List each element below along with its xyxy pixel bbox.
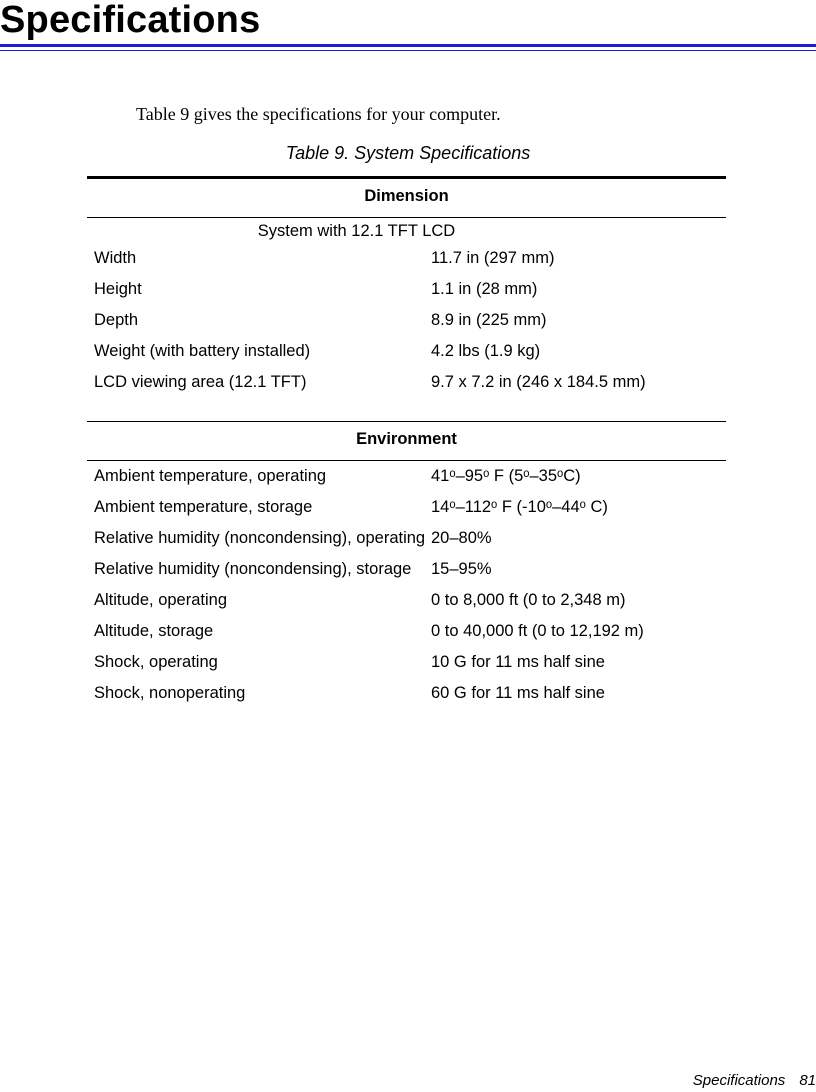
table-row bbox=[87, 492, 726, 523]
intro-paragraph: Table 9 gives the specifications for your computer. bbox=[136, 104, 501, 124]
row-value: 1.1 in (28 mm) bbox=[431, 280, 538, 298]
spec-table bbox=[87, 176, 726, 709]
row-value: 14ᵒ–112ᵒ F (-10ᵒ–44ᵒ C) bbox=[431, 498, 608, 516]
table-row bbox=[87, 305, 726, 336]
row-label: Shock, nonoperating bbox=[94, 684, 246, 702]
row-value: 20–80% bbox=[431, 529, 492, 547]
row-label: Ambient temperature, storage bbox=[94, 498, 313, 516]
table-row bbox=[87, 367, 726, 398]
table-row bbox=[87, 243, 726, 274]
table-row bbox=[87, 678, 726, 709]
row-value: 8.9 in (225 mm) bbox=[431, 311, 547, 329]
table-row bbox=[87, 647, 726, 678]
table-caption-text: Table 9. System Specifications bbox=[285, 143, 531, 163]
environment-rows bbox=[87, 461, 726, 709]
table-caption bbox=[0, 141, 816, 165]
row-label: Weight (with battery installed) bbox=[94, 342, 311, 360]
table-row bbox=[87, 523, 726, 554]
table-row bbox=[87, 616, 726, 647]
row-value: 0 to 40,000 ft (0 to 12,192 m) bbox=[431, 622, 644, 640]
row-label: Shock, operating bbox=[94, 653, 218, 671]
row-label: Altitude, storage bbox=[94, 622, 214, 640]
section-heading-dimension: Dimension bbox=[364, 187, 449, 205]
row-value: 60 G for 11 ms half sine bbox=[431, 684, 605, 702]
row-label: Relative humidity (noncondensing), storage bbox=[94, 560, 412, 578]
row-label: Altitude, operating bbox=[94, 591, 228, 609]
row-value: 10 G for 11 ms half sine bbox=[431, 653, 605, 671]
row-value: 4.2 lbs (1.9 kg) bbox=[431, 342, 541, 360]
footer-section-name: Specifications bbox=[692, 1072, 786, 1089]
row-value: 9.7 x 7.2 in (246 x 184.5 mm) bbox=[431, 373, 646, 391]
section-heading-environment: Environment bbox=[356, 430, 457, 448]
table-row bbox=[87, 336, 726, 367]
page-number: 81 bbox=[799, 1072, 816, 1089]
row-label: LCD viewing area (12.1 TFT) bbox=[94, 373, 307, 391]
heading-rule-thin bbox=[0, 50, 816, 51]
row-label: Ambient temperature, operating bbox=[94, 467, 327, 485]
table-row bbox=[87, 461, 726, 492]
row-value: 15–95% bbox=[431, 560, 492, 578]
row-label: Relative humidity (noncondensing), operating bbox=[94, 529, 426, 547]
page-title: Specifications bbox=[0, 0, 261, 41]
table-row bbox=[87, 274, 726, 305]
row-value: 0 to 8,000 ft (0 to 2,348 m) bbox=[431, 591, 626, 609]
page-footer bbox=[693, 1072, 816, 1090]
row-label: Depth bbox=[94, 311, 139, 329]
heading-rule-thick bbox=[0, 44, 816, 47]
row-label: Height bbox=[94, 280, 142, 298]
row-label: Width bbox=[94, 249, 137, 267]
table-row bbox=[87, 554, 726, 585]
row-value: 41ᵒ–95ᵒ F (5ᵒ–35ᵒC) bbox=[431, 467, 581, 485]
dimension-subheading: System with 12.1 TFT LCD bbox=[257, 222, 456, 240]
table-row bbox=[87, 585, 726, 616]
row-value: 11.7 in (297 mm) bbox=[431, 249, 555, 267]
